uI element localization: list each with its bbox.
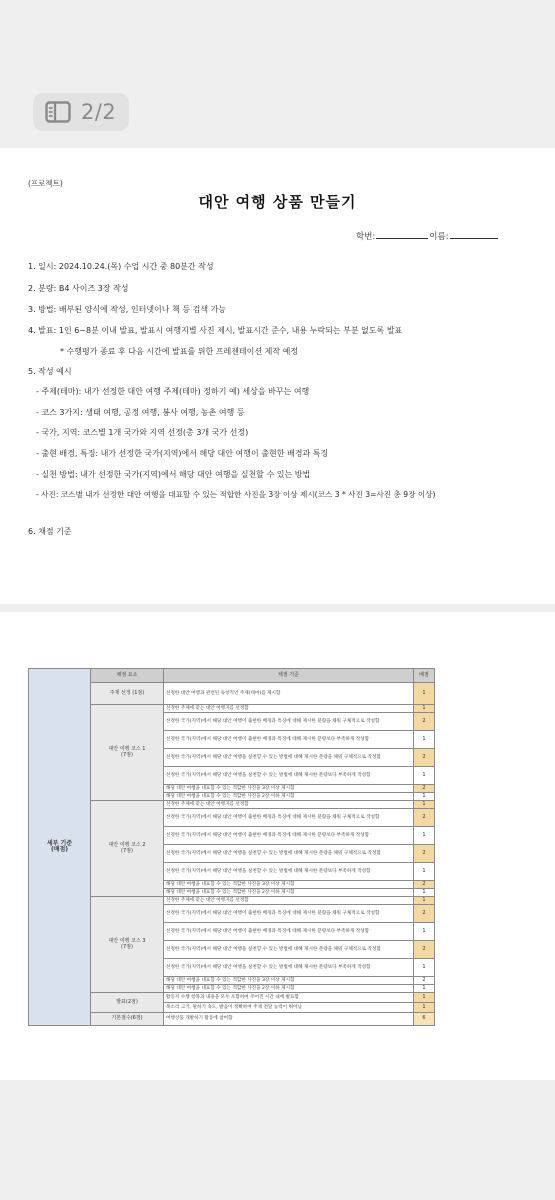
header-score: 배점 bbox=[414, 669, 435, 683]
table-row: 대안 여행 코스 1 (7점) 선정한 주제에 맞는 대안 여행지를 선정함 1 bbox=[29, 705, 435, 713]
item-method: 3. 방법: 배부된 양식에 작성, 인터넷이나 책 등 검색 가능 bbox=[28, 305, 227, 314]
table-row: 해당 대안 여행을 대표할 수 있는 적합한 사진을 2장 이하 제시함 1 bbox=[29, 985, 435, 993]
table-row: 해당 대안 여행을 대표할 수 있는 적합한 사진을 3장 이상 제시함 2 bbox=[29, 977, 435, 985]
project-tag: (프로젝트) bbox=[28, 179, 63, 188]
table-row: 선정한 국가(지역)에서 해당 대안 여행을 실천할 수 있는 방법에 대해 제시한 분량을 채워 구체적으로 작성함 2 bbox=[29, 749, 435, 767]
table-row: 선정한 국가(지역)에서 해당 대안 여행이 출현한 배경과 특징에 대해 제시한 분량을 채워 구체적으로 작성함 2 bbox=[29, 713, 435, 731]
header-criteria: 채점 기준 bbox=[164, 669, 414, 683]
grading-rubric-table bbox=[28, 668, 435, 1026]
table-row: 목소리 크기, 말하기 속도, 발음이 정확하여 주제 전달 능력이 뛰어남 1 bbox=[29, 1003, 435, 1013]
item-example-heading: 5. 작성 예시 bbox=[28, 367, 72, 376]
example-background: - 출현 배경, 특징: 내가 선정한 국가(지역)에서 해당 대안 여행이 출현한 배경과 특징 bbox=[36, 449, 329, 458]
table-row: 선정한 국가(지역)에서 해당 대안 여행을 실천할 수 있는 방법에 대해 제시한 분량을 채워 구체적으로 작성함 2 bbox=[29, 845, 435, 863]
header-element: 채점 요소 bbox=[91, 669, 164, 683]
table-row: 선정한 국가(지역)에서 해당 대안 여행이 출현한 배경과 특징에 대해 제시한 분량보다 부족하게 작성함 1 bbox=[29, 827, 435, 845]
table-row: 대안 여행 코스 2 (7점) 선정한 주제에 맞는 대안 여행지를 선정함 1 bbox=[29, 801, 435, 809]
page-layout-icon bbox=[45, 101, 71, 123]
item-note: * 수행평가 종료 후 다음 시간에 발표를 위한 프레젠테이션 제작 예정 bbox=[60, 347, 299, 356]
rubric-header-row bbox=[29, 669, 435, 683]
student-info-line bbox=[356, 230, 499, 242]
example-theme: - 주제(테마): 내가 선정한 대안 여행 주제(테마) 정하기 예) 세상을 바꾸는 여행 bbox=[36, 387, 310, 396]
table-row: 선정한 국가(지역)에서 해당 대안 여행을 실천할 수 있는 방법에 대해 제시한 분량보다 부족하게 작성함 1 bbox=[29, 863, 435, 881]
page-count: 2/2 bbox=[81, 100, 117, 124]
table-row: 기본점수(6점) 여행상품 개발하기 활동에 참여함 6 bbox=[29, 1013, 435, 1026]
table-row: 선정한 국가(지역)에서 해당 대안 여행이 출현한 배경과 특징에 대해 제시한 분량보다 부족하게 작성함 1 bbox=[29, 731, 435, 749]
example-courses: - 코스 3가지: 생태 여행, 공정 여행, 봉사 여행, 농촌 여행 등 bbox=[36, 408, 245, 417]
table-row: 해당 대안 여행을 대표할 수 있는 적합한 사진을 3장 이상 제시함 2 bbox=[29, 881, 435, 889]
table-row: 대안 여행 코스 3 (7점) 선정한 주제에 맞는 대안 여행지를 선정함 1 bbox=[29, 897, 435, 905]
item-presentation: 4. 발표: 1인 6~8분 이내 발표, 발표시 여행지별 사진 제시, 발표시간 준수, 내용 누락되는 부분 없도록 발표 bbox=[28, 326, 403, 335]
name-label: 이름: bbox=[429, 232, 449, 242]
table-row: 해당 대안 여행을 대표할 수 있는 적합한 사진을 3장 이상 제시함 2 bbox=[29, 785, 435, 793]
table-row: 해당 대안 여행을 대표할 수 있는 적합한 사진을 2장 이하 제시함 1 bbox=[29, 889, 435, 897]
student-id-label: 학번: bbox=[356, 232, 376, 242]
name-blank bbox=[450, 231, 498, 239]
example-country: - 국가, 지역: 코스별 1개 국가와 지역 선정(총 3개 국가 선정) bbox=[36, 428, 249, 437]
table-row: 선정한 국가(지역)에서 해당 대안 여행을 실천할 수 있는 방법에 대해 제시한 분량보다 부족하게 작성함 1 bbox=[29, 959, 435, 977]
item-date: 1. 일시: 2024.10.24.(목) 수업 시간 중 80분간 작성 bbox=[28, 262, 214, 271]
table-row: 선정한 국가(지역)에서 해당 대안 여행이 출현한 배경과 특징에 대해 제시한 분량보다 부족하게 작성함 1 bbox=[29, 923, 435, 941]
table-row: 선정한 국가(지역)에서 해당 대안 여행이 출현한 배경과 특징에 대해 제시한 분량을 채워 구체적으로 작성함 2 bbox=[29, 905, 435, 923]
document-page-2 bbox=[0, 612, 555, 1080]
page-indicator[interactable] bbox=[33, 93, 129, 131]
table-row: 선정한 국가(지역)에서 해당 대안 여행을 실천할 수 있는 방법에 대해 제시한 분량을 채워 구체적으로 작성함 2 bbox=[29, 941, 435, 959]
item-grading-heading: 6. 채점 기준 bbox=[28, 527, 72, 536]
rubric-side-label: 세부 기준 (배점) bbox=[29, 669, 91, 1026]
document-title: 대안 여행 상품 만들기 bbox=[198, 193, 357, 211]
example-photos: - 사진: 코스별 내가 선정한 대안 여행을 대표할 수 있는 적합한 사진을 3장 이상 제시(코스 3 * 사진 3=사진 총 9장 이상) bbox=[36, 490, 436, 499]
example-practice: - 실천 방법: 내가 선정한 국가(지역)에서 해당 대안 여행을 실천할 수 있는 방법 bbox=[36, 470, 311, 479]
item-length: 2. 분량: B4 사이즈 3장 작성 bbox=[28, 284, 129, 293]
table-row: 주제 선정 (1점) 선정한 대안 여행과 관련된 독창적인 주제(테마)를 제시함 1 bbox=[29, 683, 435, 705]
table-row: 선정한 국가(지역)에서 해당 대안 여행이 출현한 배경과 특징에 대해 제시한 분량을 채워 구체적으로 작성함 2 bbox=[29, 809, 435, 827]
document-page-1 bbox=[0, 148, 555, 604]
table-row: 선정한 국가(지역)에서 해당 대안 여행을 실천할 수 있는 방법에 대해 제시한 분량보다 부족하게 작성함 1 bbox=[29, 767, 435, 785]
student-id-blank bbox=[376, 231, 428, 239]
table-row: 해당 대안 여행을 대표할 수 있는 적합한 사진을 2장 이하 제시함 1 bbox=[29, 793, 435, 801]
table-row: 발표(2점) 활동지 수행 항목과 내용을 모두 포함하여 주어진 시간 내에 발표함 1 bbox=[29, 993, 435, 1003]
